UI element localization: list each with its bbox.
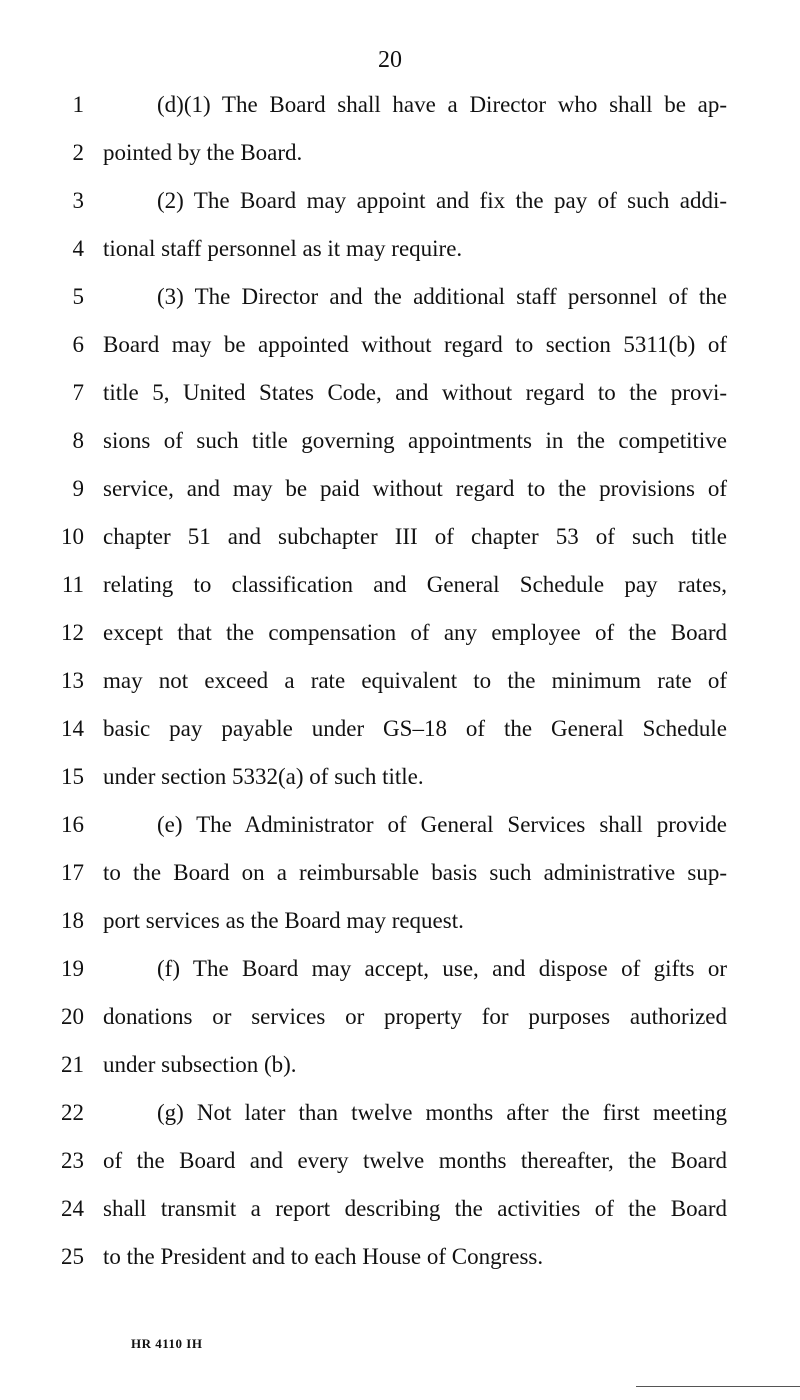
line-text: under subsection (b). xyxy=(103,1052,297,1077)
line-text: service, and may be paid without regard to the provisions of xyxy=(103,476,727,501)
text-line-3 xyxy=(0,185,800,217)
line-number: 14 xyxy=(61,716,84,741)
text-line-25 xyxy=(0,1241,800,1273)
line-text: (d)(1) The Board shall have a Director who shall be ap- xyxy=(157,92,727,117)
line-text: may not exceed a rate equivalent to the minimum rate of xyxy=(103,668,727,693)
line-number: 25 xyxy=(61,1244,84,1269)
text-line-23 xyxy=(0,1145,800,1177)
line-number: 13 xyxy=(61,668,84,693)
text-line-8 xyxy=(0,425,800,457)
line-number: 21 xyxy=(61,1052,84,1077)
text-line-17 xyxy=(0,857,800,889)
line-number: 22 xyxy=(61,1100,84,1125)
line-number: 10 xyxy=(61,524,84,549)
line-number: 23 xyxy=(61,1148,84,1173)
text-line-18 xyxy=(0,905,800,937)
line-text: of the Board and every twelve months thereafter, the Board xyxy=(103,1148,727,1173)
text-line-20 xyxy=(0,1001,800,1033)
line-text: basic pay payable under GS–18 of the General Schedule xyxy=(103,716,727,741)
line-number: 3 xyxy=(72,188,84,213)
text-line-7 xyxy=(0,377,800,409)
line-text: sions of such title governing appointments in the competitive xyxy=(103,428,727,453)
line-number: 5 xyxy=(72,284,84,309)
line-text: Board may be appointed without regard to section 5311(b) of xyxy=(103,332,727,357)
line-text: shall transmit a report describing the activities of the Board xyxy=(103,1196,727,1221)
line-text: (e) The Administrator of General Services shall provide xyxy=(157,812,727,837)
text-line-24 xyxy=(0,1193,800,1225)
line-number: 24 xyxy=(61,1196,84,1221)
text-line-5 xyxy=(0,281,800,313)
text-line-21 xyxy=(0,1049,800,1081)
line-number: 6 xyxy=(72,332,84,357)
text-line-11 xyxy=(0,569,800,601)
line-text: title 5, United States Code, and without regard to the provi- xyxy=(103,380,727,405)
text-line-13 xyxy=(0,665,800,697)
line-number: 16 xyxy=(61,812,84,837)
line-text: under section 5332(a) of such title. xyxy=(103,764,424,789)
line-number: 12 xyxy=(61,620,84,645)
line-text: donations or services or property for purposes authorized xyxy=(103,1004,727,1029)
line-number: 8 xyxy=(72,428,84,453)
footer-rule xyxy=(636,1386,800,1387)
line-text: (g) Not later than twelve months after the first meeting xyxy=(157,1100,727,1125)
line-number: 4 xyxy=(72,236,84,261)
line-text: relating to classification and General Schedule pay rates, xyxy=(103,572,727,597)
text-line-12 xyxy=(0,617,800,649)
line-text: port services as the Board may request. xyxy=(103,908,464,933)
line-number: 9 xyxy=(72,476,84,501)
text-line-14 xyxy=(0,713,800,745)
line-text: chapter 51 and subchapter III of chapter 53 of such title xyxy=(103,524,727,549)
line-number: 18 xyxy=(61,908,84,933)
bill-identifier-footer: HR 4110 IH xyxy=(131,1336,203,1351)
line-number: 20 xyxy=(61,1004,84,1029)
line-text: (f) The Board may accept, use, and dispose of gifts or xyxy=(157,956,727,981)
text-line-6 xyxy=(0,329,800,361)
text-line-16 xyxy=(0,809,800,841)
page-number: 20 xyxy=(378,47,402,73)
line-number: 19 xyxy=(61,956,84,981)
line-number: 17 xyxy=(61,860,84,885)
line-number: 11 xyxy=(61,572,84,597)
line-number: 1 xyxy=(72,92,84,117)
text-line-4 xyxy=(0,233,800,265)
line-number: 15 xyxy=(61,764,84,789)
text-line-22 xyxy=(0,1097,800,1129)
line-text: to the Board on a reimbursable basis such administrative sup- xyxy=(103,860,727,885)
line-number: 7 xyxy=(72,380,84,405)
line-text: except that the compensation of any employee of the Board xyxy=(103,620,727,645)
line-text: (3) The Director and the additional staff personnel of the xyxy=(157,284,727,309)
text-line-9 xyxy=(0,473,800,505)
line-text: tional staff personnel as it may require. xyxy=(103,236,463,261)
line-text: pointed by the Board. xyxy=(103,140,303,165)
text-line-15 xyxy=(0,761,800,793)
line-text: (2) The Board may appoint and fix the pay of such addi- xyxy=(157,188,727,213)
text-line-19 xyxy=(0,953,800,985)
line-number: 2 xyxy=(72,140,84,165)
text-line-1 xyxy=(0,89,800,121)
line-text: to the President and to each House of Congress. xyxy=(103,1244,544,1269)
text-line-2 xyxy=(0,137,800,169)
text-line-10 xyxy=(0,521,800,553)
